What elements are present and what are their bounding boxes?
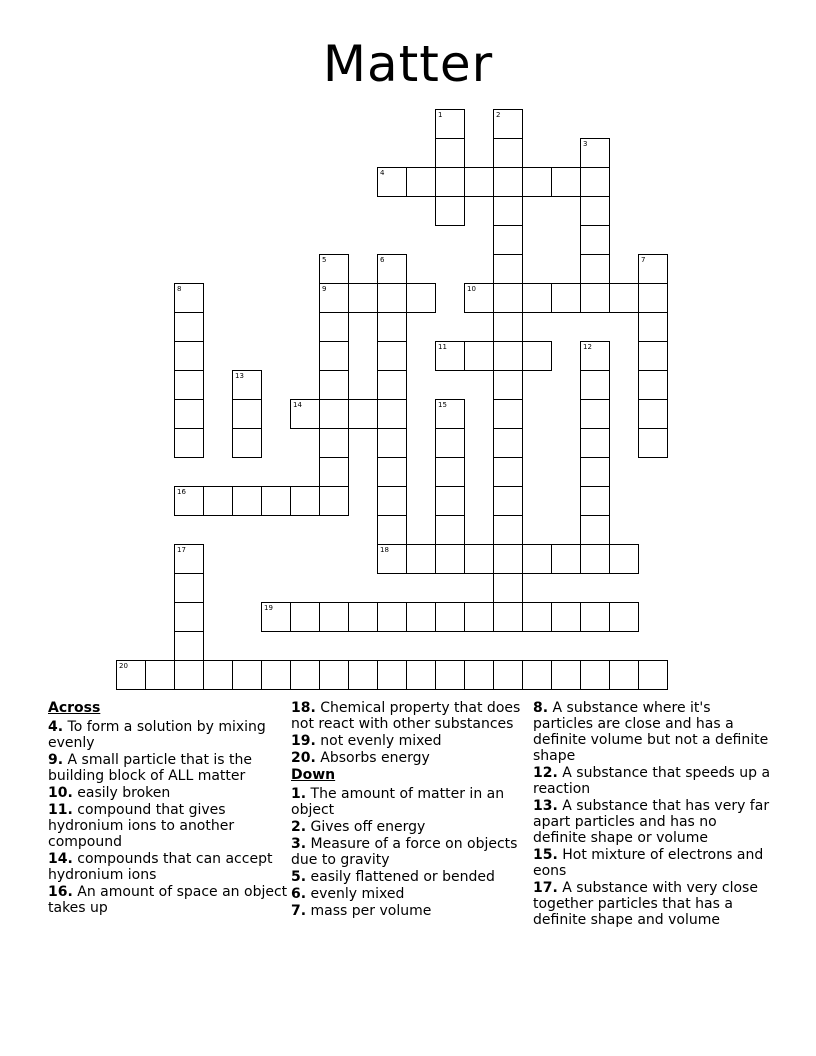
grid-cell[interactable] (145, 660, 175, 690)
cell-number: 17 (177, 546, 186, 554)
clue-text: not evenly mixed (320, 733, 442, 749)
grid-cell[interactable] (203, 660, 233, 690)
grid-cell[interactable] (319, 312, 349, 342)
clue-down-1 (291, 786, 531, 818)
grid-cell[interactable] (493, 602, 523, 632)
grid-cell[interactable] (290, 486, 320, 516)
grid-cell[interactable] (493, 660, 523, 690)
grid-cell[interactable] (232, 370, 262, 400)
grid-cell[interactable] (551, 544, 581, 574)
grid-cell[interactable] (174, 399, 204, 429)
grid-cell[interactable] (319, 457, 349, 487)
grid-cell[interactable] (464, 283, 494, 313)
clue-number: 10. (48, 785, 73, 801)
clue-number: 14. (48, 851, 73, 867)
grid-cell[interactable] (493, 312, 523, 342)
cell-number: 9 (322, 285, 327, 293)
grid-cell[interactable] (435, 457, 465, 487)
clue-number: 15. (533, 847, 558, 863)
crossword-grid[interactable] (117, 110, 670, 692)
cell-number: 16 (177, 488, 186, 496)
clue-text: Absorbs energy (320, 750, 430, 766)
clue-text: An amount of space an object takes up (48, 884, 288, 916)
grid-cell[interactable] (493, 254, 523, 284)
grid-cell[interactable] (232, 486, 262, 516)
grid-cell[interactable] (406, 602, 436, 632)
grid-cell[interactable] (174, 341, 204, 371)
grid-cell[interactable] (580, 196, 610, 226)
clue-number: 19. (291, 733, 316, 749)
grid-cell[interactable] (638, 428, 668, 458)
cell-number: 13 (235, 372, 244, 380)
cell-number: 11 (438, 343, 447, 351)
grid-cell[interactable] (319, 370, 349, 400)
grid-cell[interactable] (348, 399, 378, 429)
clue-down-5 (291, 869, 531, 885)
grid-cell[interactable] (580, 370, 610, 400)
grid-cell[interactable] (493, 341, 523, 371)
grid-cell[interactable] (174, 602, 204, 632)
grid-cell[interactable] (319, 341, 349, 371)
grid-cell[interactable] (638, 254, 668, 284)
clue-number: 7. (291, 903, 307, 919)
grid-cell[interactable] (435, 196, 465, 226)
grid-cell[interactable] (493, 515, 523, 545)
grid-cell[interactable] (174, 428, 204, 458)
cell-number: 6 (380, 256, 385, 264)
cell-number: 18 (380, 546, 389, 554)
grid-cell[interactable] (348, 283, 378, 313)
grid-cell[interactable] (580, 457, 610, 487)
grid-cell[interactable] (522, 341, 552, 371)
grid-cell[interactable] (377, 457, 407, 487)
grid-cell[interactable] (493, 283, 523, 313)
clue-number: 1. (291, 786, 307, 802)
clue-text: compound that gives hydronium ions to another compound (48, 802, 235, 850)
grid-cell[interactable] (522, 283, 552, 313)
clue-number: 4. (48, 719, 64, 735)
grid-cell[interactable] (435, 544, 465, 574)
grid-cell[interactable] (580, 602, 610, 632)
clue-across-20 (291, 750, 531, 766)
clue-down-2 (291, 819, 531, 835)
cell-number: 8 (177, 285, 182, 293)
grid-cell[interactable] (232, 399, 262, 429)
clue-number: 11. (48, 802, 73, 818)
grid-cell[interactable] (580, 283, 610, 313)
clue-text: The amount of matter in an object (291, 786, 505, 818)
clue-down-13 (533, 798, 773, 846)
grid-cell[interactable] (464, 660, 494, 690)
clue-text: easily broken (77, 785, 171, 801)
grid-cell[interactable] (377, 660, 407, 690)
grid-cell[interactable] (493, 428, 523, 458)
grid-cell[interactable] (319, 602, 349, 632)
grid-cell[interactable] (319, 660, 349, 690)
grid-cell[interactable] (493, 457, 523, 487)
grid-cell[interactable] (551, 660, 581, 690)
grid-cell[interactable] (580, 515, 610, 545)
grid-cell[interactable] (319, 399, 349, 429)
across-heading: Across (48, 700, 101, 716)
clue-text: evenly mixed (310, 886, 405, 902)
grid-cell[interactable] (116, 660, 146, 690)
grid-cell[interactable] (174, 370, 204, 400)
grid-cell[interactable] (580, 254, 610, 284)
clue-across-4 (48, 719, 288, 751)
clue-text: mass per volume (310, 903, 432, 919)
grid-cell[interactable] (580, 486, 610, 516)
clue-number: 17. (533, 880, 558, 896)
grid-cell[interactable] (493, 167, 523, 197)
grid-cell[interactable] (319, 283, 349, 313)
cell-number: 1 (438, 111, 443, 119)
grid-cell[interactable] (580, 660, 610, 690)
grid-cell[interactable] (522, 167, 552, 197)
grid-cell[interactable] (609, 602, 639, 632)
grid-cell[interactable] (232, 660, 262, 690)
clue-text: A small particle that is the building block of ALL matter (48, 752, 253, 784)
grid-cell[interactable] (493, 138, 523, 168)
clue-text: A substance that has very far apart particles and has no definite shape or volume (533, 798, 770, 846)
clue-down-7 (291, 903, 531, 919)
grid-cell[interactable] (203, 486, 233, 516)
clue-across-9 (48, 752, 288, 784)
grid-cell[interactable] (580, 544, 610, 574)
cell-number: 2 (496, 111, 501, 119)
grid-cell[interactable] (580, 138, 610, 168)
grid-cell[interactable] (638, 399, 668, 429)
grid-cell[interactable] (377, 602, 407, 632)
clue-down-6 (291, 886, 531, 902)
clue-down-15 (533, 847, 773, 879)
clues-column-3 (533, 700, 773, 929)
grid-cell[interactable] (493, 573, 523, 603)
grid-cell[interactable] (290, 399, 320, 429)
clue-across-19 (291, 733, 531, 749)
clue-number: 16. (48, 884, 73, 900)
grid-cell[interactable] (580, 428, 610, 458)
grid-cell[interactable] (174, 283, 204, 313)
clues-column-2 (291, 700, 531, 920)
grid-cell[interactable] (406, 544, 436, 574)
grid-cell[interactable] (377, 341, 407, 371)
clue-text: easily flattened or bended (310, 869, 495, 885)
clue-across-10 (48, 785, 288, 801)
clue-number: 8. (533, 700, 549, 716)
grid-cell[interactable] (638, 370, 668, 400)
clue-number: 20. (291, 750, 316, 766)
grid-cell[interactable] (261, 486, 291, 516)
grid-cell[interactable] (435, 167, 465, 197)
grid-cell[interactable] (377, 544, 407, 574)
grid-cell[interactable] (435, 399, 465, 429)
grid-cell[interactable] (319, 428, 349, 458)
cell-number: 20 (119, 662, 128, 670)
grid-cell[interactable] (348, 602, 378, 632)
grid-cell[interactable] (406, 283, 436, 313)
clue-across-11 (48, 802, 288, 850)
grid-cell[interactable] (261, 602, 291, 632)
grid-cell[interactable] (435, 428, 465, 458)
grid-cell[interactable] (493, 544, 523, 574)
clue-number: 5. (291, 869, 307, 885)
grid-cell[interactable] (638, 341, 668, 371)
grid-cell[interactable] (435, 515, 465, 545)
cell-number: 14 (293, 401, 302, 409)
grid-cell[interactable] (377, 515, 407, 545)
grid-cell[interactable] (406, 167, 436, 197)
grid-cell[interactable] (493, 399, 523, 429)
grid-cell[interactable] (261, 660, 291, 690)
clue-number: 6. (291, 886, 307, 902)
down-heading: Down (291, 767, 336, 783)
grid-cell[interactable] (377, 283, 407, 313)
clue-text: A substance that speeds up a reaction (533, 765, 771, 797)
clue-across-16 (48, 884, 288, 916)
grid-cell[interactable] (435, 660, 465, 690)
grid-cell[interactable] (377, 486, 407, 516)
clue-text: Chemical property that does not react with other substances (291, 700, 521, 732)
grid-cell[interactable] (609, 283, 639, 313)
clue-number: 13. (533, 798, 558, 814)
grid-cell[interactable] (174, 312, 204, 342)
clues-column-1 (48, 700, 288, 917)
grid-cell[interactable] (377, 167, 407, 197)
grid-cell[interactable] (319, 254, 349, 284)
clue-number: 12. (533, 765, 558, 781)
clue-number: 2. (291, 819, 307, 835)
cell-number: 10 (467, 285, 476, 293)
clue-number: 9. (48, 752, 64, 768)
grid-cell[interactable] (464, 544, 494, 574)
grid-cell[interactable] (348, 660, 378, 690)
grid-cell[interactable] (290, 660, 320, 690)
clue-text: A substance where it's particles are close and has a definite volume but not a definite shape (533, 700, 769, 764)
grid-cell[interactable] (377, 312, 407, 342)
cell-number: 5 (322, 256, 327, 264)
grid-cell[interactable] (493, 370, 523, 400)
grid-cell[interactable] (638, 312, 668, 342)
clue-down-12 (533, 765, 773, 797)
cell-number: 19 (264, 604, 273, 612)
grid-cell[interactable] (580, 225, 610, 255)
grid-cell[interactable] (319, 486, 349, 516)
grid-cell[interactable] (377, 428, 407, 458)
grid-cell[interactable] (464, 602, 494, 632)
grid-cell[interactable] (174, 544, 204, 574)
grid-cell[interactable] (638, 283, 668, 313)
clue-down-17 (533, 880, 773, 928)
grid-cell[interactable] (377, 370, 407, 400)
grid-cell[interactable] (609, 544, 639, 574)
clue-down-8 (533, 700, 773, 764)
cell-number: 12 (583, 343, 592, 351)
clue-number: 18. (291, 700, 316, 716)
clue-across-18 (291, 700, 531, 732)
grid-cell[interactable] (174, 660, 204, 690)
grid-cell[interactable] (464, 167, 494, 197)
clue-text: compounds that can accept hydronium ions (48, 851, 273, 883)
grid-cell[interactable] (551, 602, 581, 632)
grid-cell[interactable] (435, 138, 465, 168)
grid-cell[interactable] (290, 602, 320, 632)
grid-cell[interactable] (609, 660, 639, 690)
grid-cell[interactable] (638, 660, 668, 690)
grid-cell[interactable] (493, 109, 523, 139)
clue-number: 3. (291, 836, 307, 852)
grid-cell[interactable] (522, 544, 552, 574)
grid-cell[interactable] (522, 602, 552, 632)
grid-cell[interactable] (174, 573, 204, 603)
grid-cell[interactable] (580, 399, 610, 429)
grid-cell[interactable] (580, 341, 610, 371)
cell-number: 7 (641, 256, 646, 264)
puzzle-title: Matter (322, 35, 494, 93)
clue-text: To form a solution by mixing evenly (48, 719, 266, 751)
grid-cell[interactable] (435, 109, 465, 139)
clue-across-14 (48, 851, 288, 883)
cell-number: 4 (380, 169, 385, 177)
grid-cell[interactable] (493, 225, 523, 255)
clue-text: A substance with very close together particles that has a definite shape and volume (533, 880, 758, 928)
grid-cell[interactable] (174, 631, 204, 661)
grid-cell[interactable] (232, 428, 262, 458)
grid-cell[interactable] (435, 602, 465, 632)
grid-cell[interactable] (377, 399, 407, 429)
cell-number: 3 (583, 140, 588, 148)
grid-cell[interactable] (464, 341, 494, 371)
grid-cell[interactable] (406, 660, 436, 690)
clue-down-3 (291, 836, 531, 868)
cell-number: 15 (438, 401, 447, 409)
clue-text: Hot mixture of electrons and eons (533, 847, 764, 879)
grid-cell[interactable] (493, 196, 523, 226)
grid-cell[interactable] (174, 486, 204, 516)
clue-text: Gives off energy (310, 819, 426, 835)
grid-cell[interactable] (435, 486, 465, 516)
grid-cell[interactable] (493, 486, 523, 516)
grid-cell[interactable] (551, 167, 581, 197)
grid-cell[interactable] (580, 167, 610, 197)
grid-cell[interactable] (522, 660, 552, 690)
clue-text: Measure of a force on objects due to gravity (291, 836, 518, 868)
grid-cell[interactable] (377, 254, 407, 284)
grid-cell[interactable] (551, 283, 581, 313)
grid-cell[interactable] (435, 341, 465, 371)
